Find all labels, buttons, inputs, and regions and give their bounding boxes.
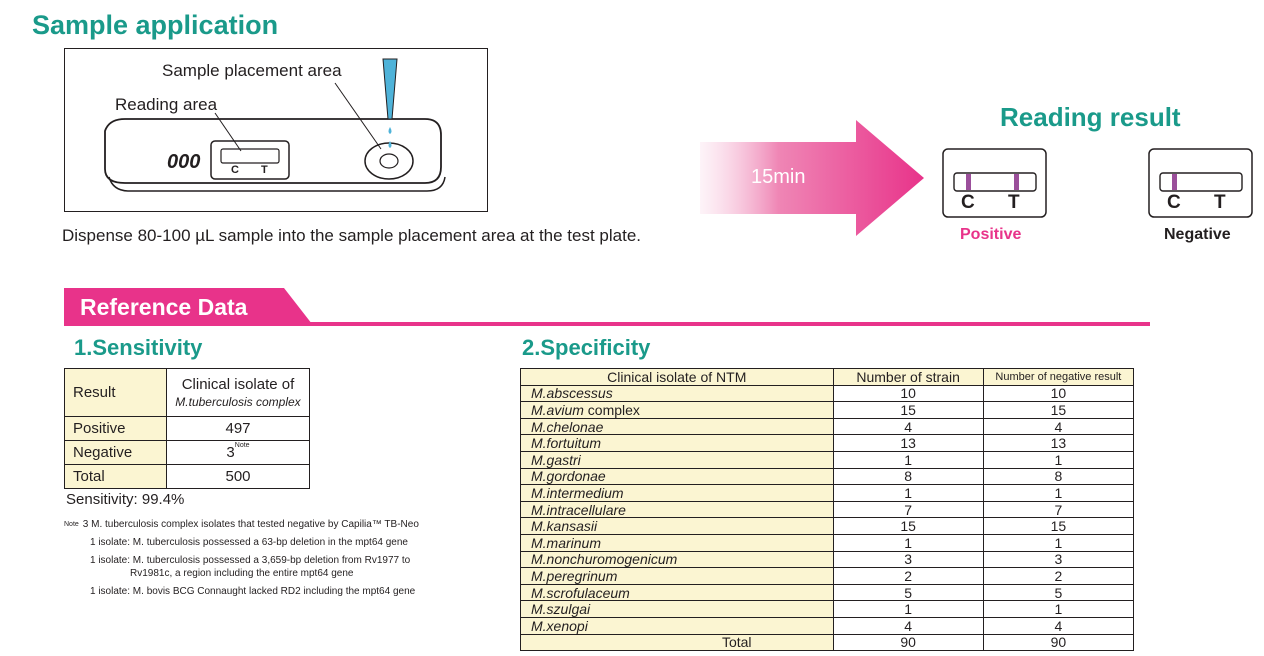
table-row bbox=[521, 501, 1134, 518]
header-line-1: Clinical isolate of bbox=[181, 375, 295, 393]
note-text: 3 M. tuberculosis complex isolates that tested negative by Capilia™ TB-Neo bbox=[82, 519, 419, 530]
organism-species: M.scrofulaceum bbox=[531, 584, 630, 601]
organism-name bbox=[521, 385, 834, 402]
organism-name bbox=[521, 551, 834, 568]
strain-count: 10 bbox=[833, 385, 983, 402]
section-title-sensitivity: 1.Sensitivity bbox=[74, 335, 203, 360]
table-row bbox=[521, 601, 1134, 618]
table-row bbox=[521, 568, 1134, 585]
strain-count: 15 bbox=[833, 402, 983, 419]
negative-t-label: T bbox=[1214, 192, 1226, 213]
negative-label: Negative bbox=[1164, 226, 1231, 243]
table-row bbox=[65, 417, 310, 441]
organism-name bbox=[521, 518, 834, 535]
row-value: 497 bbox=[167, 417, 310, 441]
table-row bbox=[65, 465, 310, 489]
specificity-table bbox=[520, 368, 1134, 651]
strain-count: 13 bbox=[833, 435, 983, 452]
table-row bbox=[521, 518, 1134, 535]
negative-count: 1 bbox=[983, 601, 1133, 618]
table-row bbox=[521, 435, 1134, 452]
negative-count: 10 bbox=[983, 385, 1133, 402]
label-reading-area: Reading area bbox=[115, 95, 218, 114]
section-title-sample-application: Sample application bbox=[32, 10, 279, 40]
total-negative: 90 bbox=[983, 634, 1133, 651]
sensitivity-summary: Sensitivity: 99.4% bbox=[66, 491, 185, 508]
note-line: Rv1981c, a region including the entire mpt64 gene bbox=[130, 568, 354, 579]
note-tag: Note bbox=[64, 521, 79, 528]
note-superscript: Note bbox=[234, 442, 250, 449]
table-row bbox=[521, 551, 1134, 568]
negative-count: 15 bbox=[983, 518, 1133, 535]
positive-c-label: C bbox=[961, 192, 975, 213]
positive-t-label: T bbox=[1008, 192, 1020, 213]
organism-name bbox=[521, 435, 834, 452]
strain-count: 4 bbox=[833, 418, 983, 435]
dispense-instruction: Dispense 80-100 µL sample into the sample placement area at the test plate. bbox=[62, 226, 642, 245]
organism-name bbox=[521, 418, 834, 435]
header-clinical-isolate-ntm: Clinical isolate of NTM bbox=[521, 369, 834, 386]
label-sample-placement-area: Sample placement area bbox=[162, 61, 342, 80]
strain-count: 8 bbox=[833, 468, 983, 485]
negative-count: 4 bbox=[983, 418, 1133, 435]
table-row bbox=[65, 441, 310, 465]
arrow-time-label: 15min bbox=[751, 166, 806, 188]
organism-name bbox=[521, 501, 834, 518]
plate-c-label: C bbox=[231, 164, 239, 176]
negative-count: 8 bbox=[983, 468, 1133, 485]
row-label: Total bbox=[65, 465, 167, 489]
total-strain: 90 bbox=[833, 634, 983, 651]
organism-name bbox=[521, 617, 834, 634]
sample-diagram bbox=[64, 48, 488, 212]
negative-c-label: C bbox=[1167, 192, 1181, 213]
strain-count: 1 bbox=[833, 451, 983, 468]
negative-count: 13 bbox=[983, 435, 1133, 452]
organism-species: M.gordonae bbox=[531, 468, 606, 485]
strain-count: 1 bbox=[833, 534, 983, 551]
note-line bbox=[64, 518, 484, 531]
organism-species: M.intracellulare bbox=[531, 501, 626, 518]
organism-species: M.marinum bbox=[531, 534, 602, 551]
organism-name bbox=[521, 584, 834, 601]
table-total-row bbox=[521, 634, 1134, 651]
organism-name bbox=[521, 601, 834, 618]
negative-cassette bbox=[1148, 148, 1253, 218]
table-row bbox=[521, 584, 1134, 601]
organism-species: M.abscessus bbox=[531, 385, 613, 402]
organism-name bbox=[521, 451, 834, 468]
organism-name bbox=[521, 468, 834, 485]
header-number-negative: Number of negative result bbox=[983, 369, 1133, 386]
plate-id: 000 bbox=[167, 151, 201, 173]
table-row bbox=[521, 617, 1134, 634]
organism-name bbox=[521, 568, 834, 585]
total-label: Total bbox=[521, 634, 834, 651]
negative-count: 1 bbox=[983, 534, 1133, 551]
note-line: 1 isolate: M. bovis BCG Connaught lacked RD2 including the mpt64 gene bbox=[90, 586, 416, 597]
sensitivity-table bbox=[64, 368, 310, 489]
strain-count: 4 bbox=[833, 617, 983, 634]
positive-cassette bbox=[942, 148, 1047, 218]
strain-count: 15 bbox=[833, 518, 983, 535]
header-line-2: M.tuberculosis complex bbox=[175, 394, 301, 409]
table-header-row bbox=[65, 369, 310, 417]
negative-count: 3 bbox=[983, 551, 1133, 568]
row-value: 500 bbox=[167, 465, 310, 489]
organism-species: M.kansasii bbox=[531, 518, 598, 535]
row-label: Negative bbox=[65, 441, 167, 465]
table-row bbox=[521, 451, 1134, 468]
negative-count: 1 bbox=[983, 485, 1133, 502]
organism-species: M.xenopi bbox=[531, 617, 588, 634]
organism-species: M.peregrinum bbox=[531, 567, 618, 584]
organism-species: M.szulgai bbox=[531, 601, 591, 618]
strain-count: 1 bbox=[833, 485, 983, 502]
organism-name bbox=[521, 485, 834, 502]
header-number-of-strain: Number of strain bbox=[833, 369, 983, 386]
sensitivity-notes bbox=[64, 518, 484, 603]
organism-species: M.chelonae bbox=[531, 418, 604, 435]
specificity-rows bbox=[521, 385, 1134, 634]
row-value-with-note bbox=[167, 441, 310, 465]
plate-t-label: T bbox=[261, 164, 268, 176]
organism-species: M.nonchuromogenicum bbox=[531, 551, 678, 568]
strain-count: 2 bbox=[833, 568, 983, 585]
strain-count: 3 bbox=[833, 551, 983, 568]
table-row bbox=[521, 485, 1134, 502]
organism-species: M.intermedium bbox=[531, 484, 624, 501]
negative-count: 4 bbox=[983, 617, 1133, 634]
table-row bbox=[521, 534, 1134, 551]
organism-species: M.fortuitum bbox=[531, 435, 602, 452]
section-title-reading-result: Reading result bbox=[1000, 102, 1181, 132]
organism-species: M.gastri bbox=[531, 451, 581, 468]
organism-species: M.avium bbox=[531, 401, 584, 418]
organism-name bbox=[521, 534, 834, 551]
negative-count: 5 bbox=[983, 584, 1133, 601]
header-clinical-isolate bbox=[167, 369, 310, 417]
table-header-row bbox=[521, 369, 1134, 386]
strain-count: 7 bbox=[833, 501, 983, 518]
organism-name bbox=[521, 402, 834, 419]
strain-count: 1 bbox=[833, 601, 983, 618]
row-label: Positive bbox=[65, 417, 167, 441]
section-title-specificity: 2.Specificity bbox=[522, 335, 651, 360]
negative-count: 2 bbox=[983, 568, 1133, 585]
positive-label: Positive bbox=[960, 226, 1022, 243]
table-row bbox=[521, 402, 1134, 419]
organism-suffix: complex bbox=[583, 401, 640, 418]
strain-count: 5 bbox=[833, 584, 983, 601]
table-row bbox=[521, 468, 1134, 485]
row-value: 3 bbox=[226, 444, 235, 461]
table-row bbox=[521, 418, 1134, 435]
note-line: 1 isolate: M. tuberculosis possessed a 3,659-bp deletion from Rv1977 to bbox=[90, 555, 411, 566]
negative-count: 1 bbox=[983, 451, 1133, 468]
negative-count: 15 bbox=[983, 402, 1133, 419]
negative-count: 7 bbox=[983, 501, 1133, 518]
section-title-reference-data: Reference Data bbox=[80, 294, 248, 320]
note-line: 1 isolate: M. tuberculosis possessed a 63-bp deletion in the mpt64 gene bbox=[90, 537, 408, 548]
arrow-right-icon bbox=[700, 120, 930, 240]
header-result: Result bbox=[65, 369, 167, 417]
table-row bbox=[521, 385, 1134, 402]
